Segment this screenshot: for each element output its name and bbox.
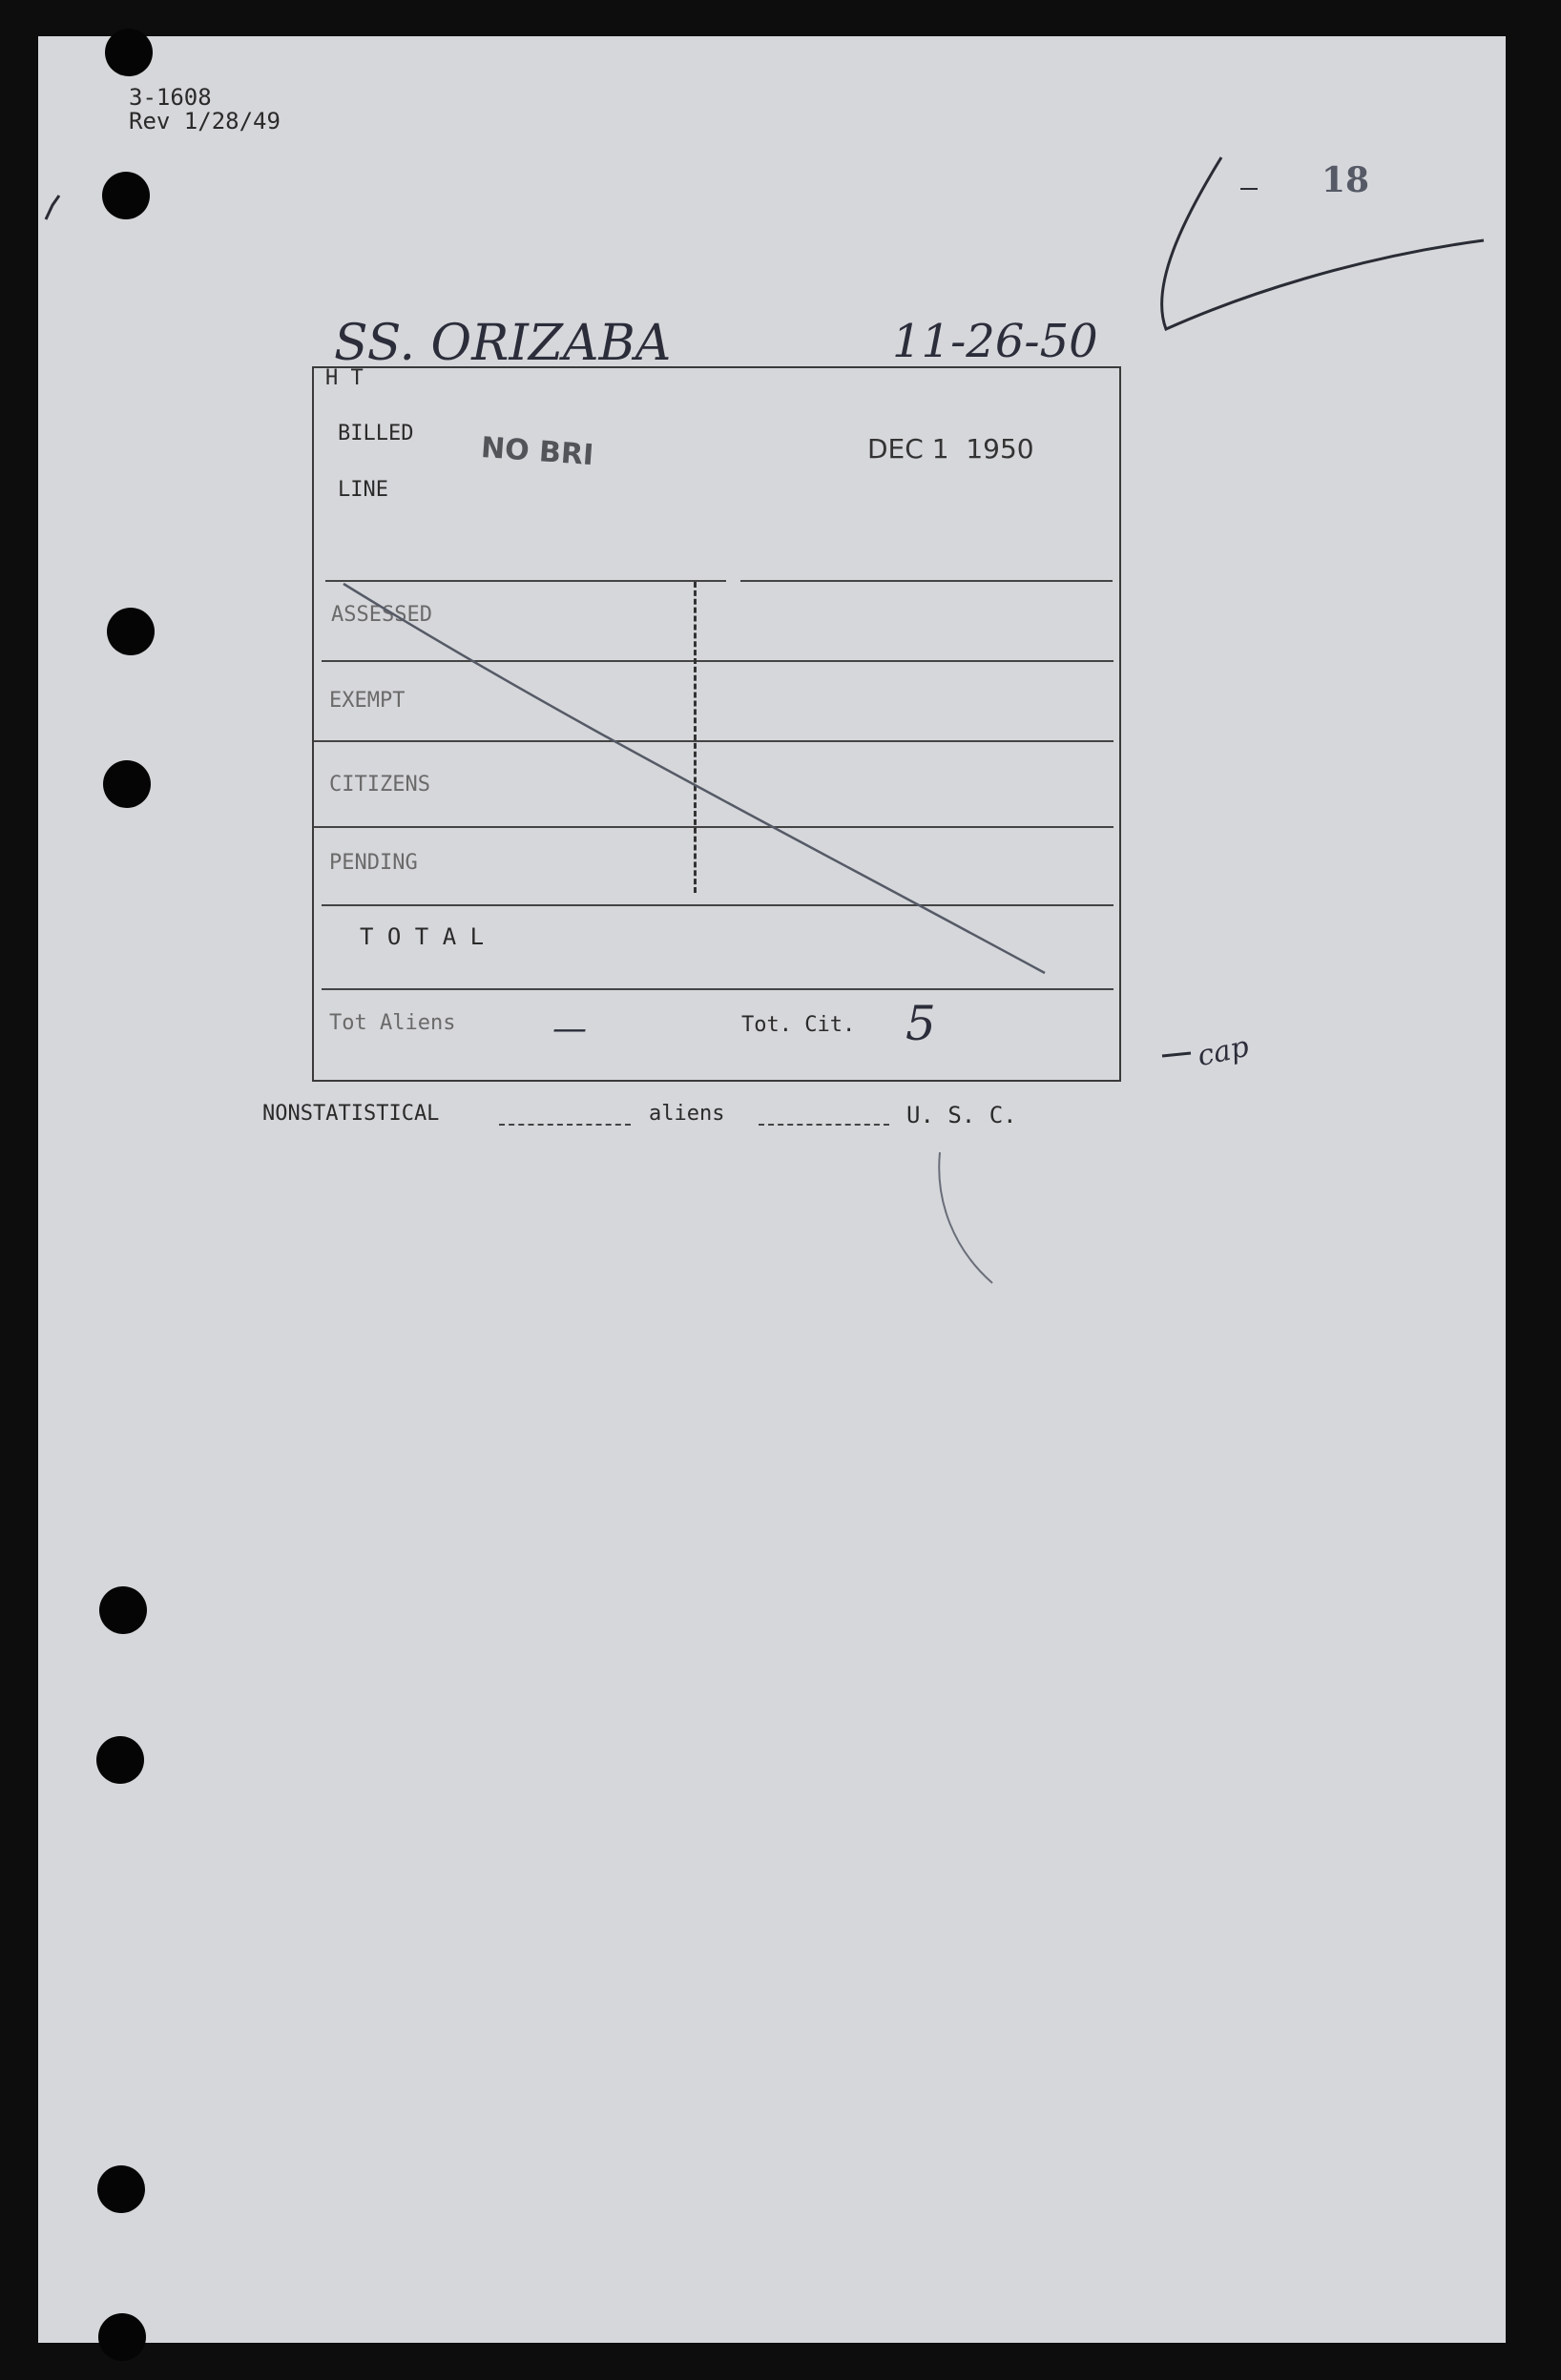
ht-label: H T xyxy=(325,366,364,390)
check-tick xyxy=(46,196,59,219)
billed-label: BILLED xyxy=(338,422,414,445)
billed-stamp: NO BRI xyxy=(479,430,595,473)
row-label-citizens: CITIZENS xyxy=(329,773,430,797)
pencil-curve xyxy=(939,1152,992,1283)
tot-aliens-value: — xyxy=(552,1009,587,1048)
usc-label: U. S. C. xyxy=(906,1102,1017,1128)
tot-aliens-label: Tot Aliens xyxy=(329,1011,456,1035)
page-number: 18 xyxy=(1322,160,1370,200)
form-revision: Rev 1/28/49 xyxy=(129,108,281,135)
tot-cit-label: Tot. Cit. xyxy=(741,1013,856,1037)
line-label: LINE xyxy=(338,478,388,502)
stamp-date: DEC 1 1950 xyxy=(867,433,1034,465)
nonstatistical-label: NONSTATISTICAL xyxy=(262,1102,440,1126)
margin-initials: cap xyxy=(1194,1029,1252,1074)
total-label: T O T A L xyxy=(360,923,485,950)
dash-stroke xyxy=(1162,1053,1191,1056)
aliens-label: aliens xyxy=(649,1102,725,1126)
vessel-name: SS. ORIZABA xyxy=(334,315,672,372)
row-label-assessed: ASSESSED xyxy=(331,603,432,627)
row-label-pending: PENDING xyxy=(329,851,418,875)
form-number: 3-1608 xyxy=(129,84,212,111)
arrival-date: 11-26-50 xyxy=(892,315,1098,368)
row-label-exempt: EXEMPT xyxy=(329,689,406,713)
check-mark-stroke xyxy=(1162,157,1484,329)
tot-cit-value: 5 xyxy=(905,996,936,1051)
diagonal-cancel-line xyxy=(343,584,1045,973)
